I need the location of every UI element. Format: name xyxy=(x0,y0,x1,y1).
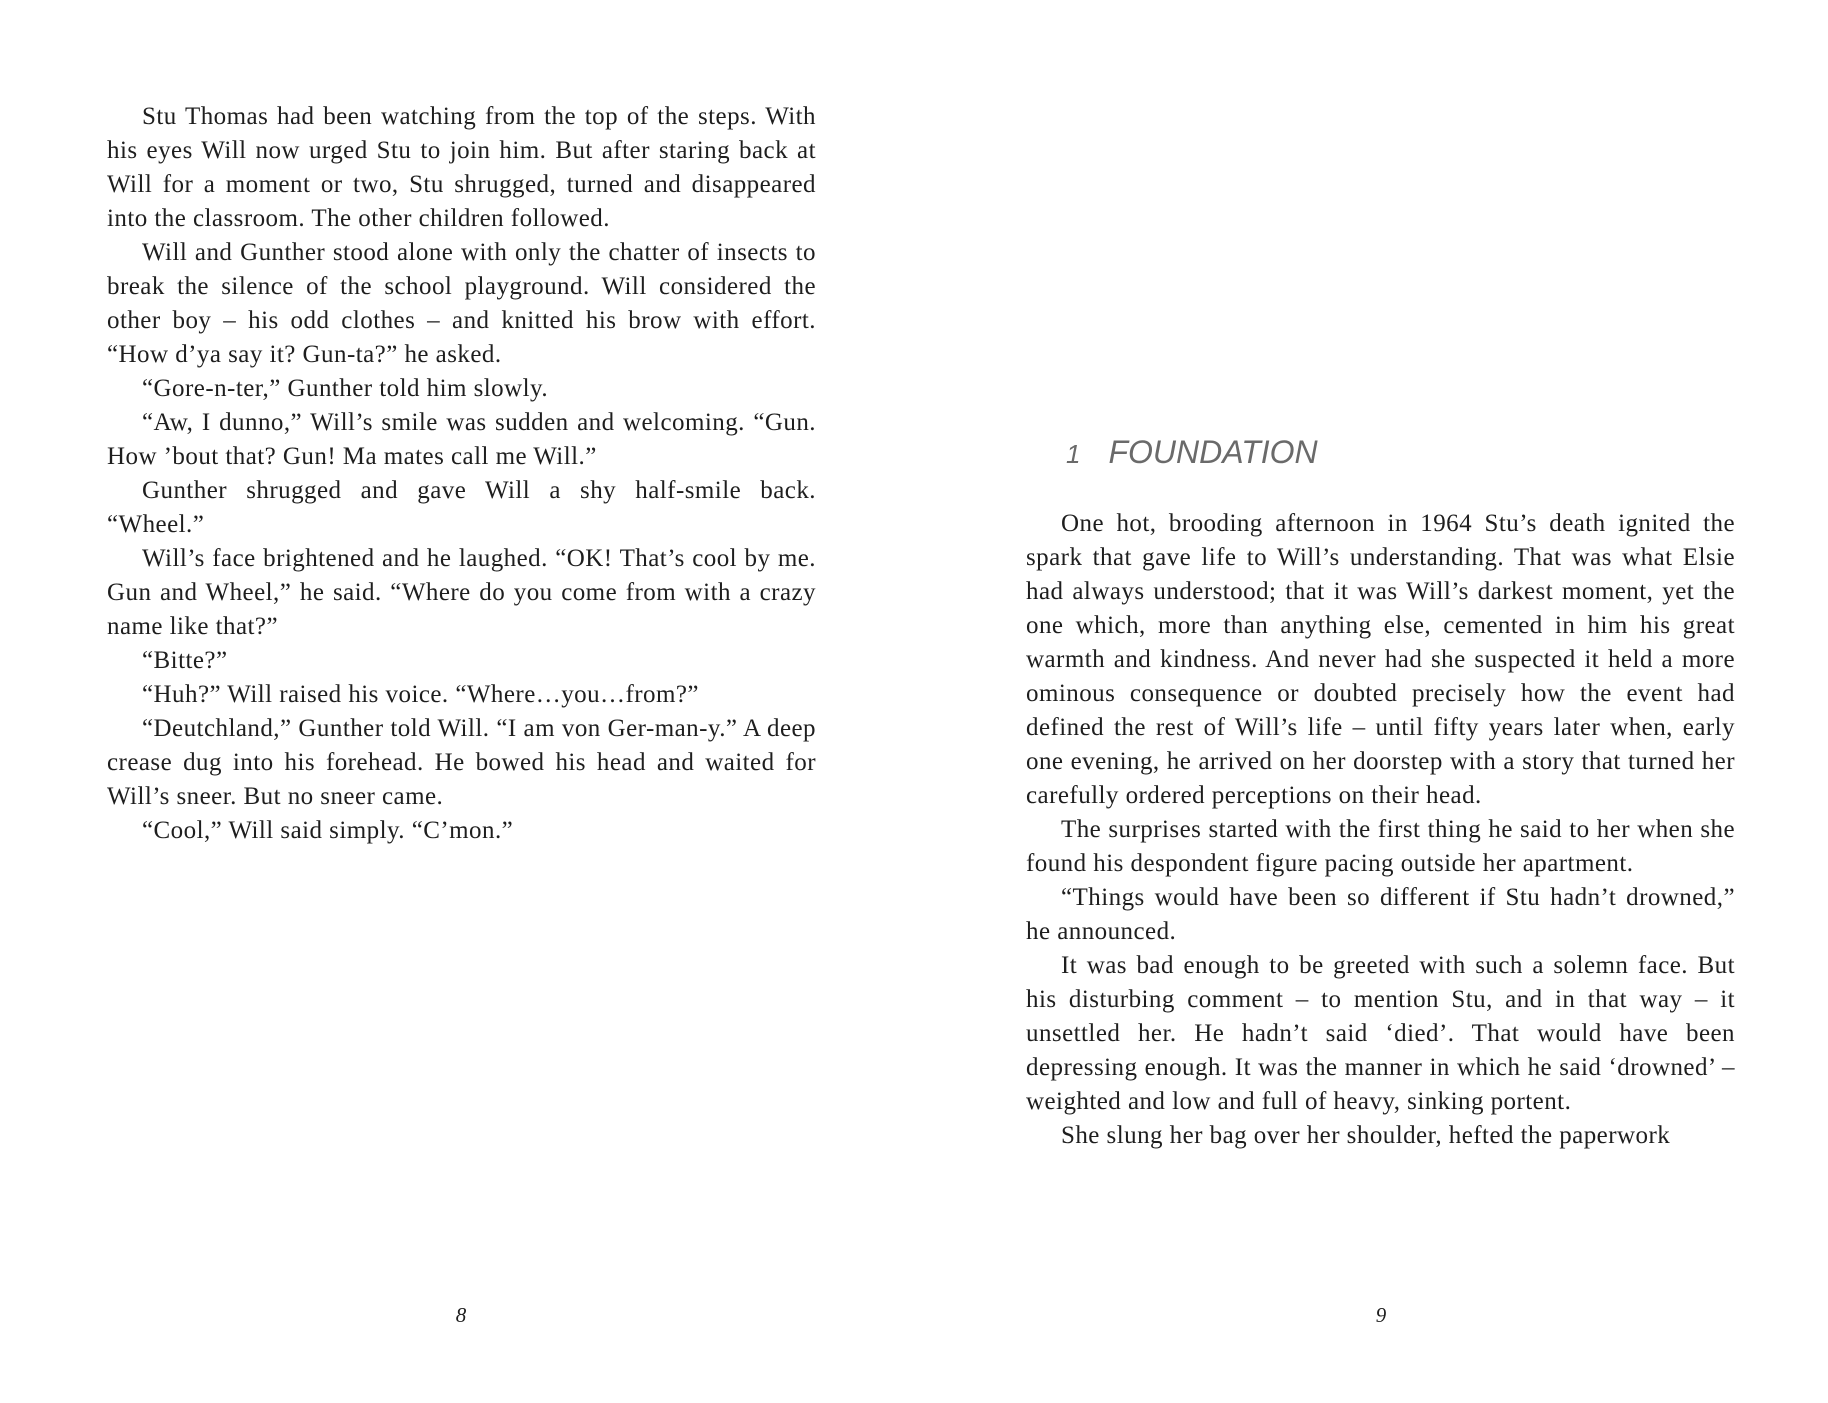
chapter-title: FOUNDATION xyxy=(1108,434,1318,470)
paragraph: She slung her bag over her shoulder, hefted the paperwork xyxy=(1061,1122,1671,1149)
paragraph: “Bitte?” xyxy=(142,647,228,674)
paragraph: “Aw, I dunno,” Will’s smile was sudden and welcoming. “Gun. How ’bout that? Gun! Ma mates call me Will.” xyxy=(107,409,816,470)
chapter-heading xyxy=(1066,432,1318,474)
paragraph: “Huh?” Will raised his voice. “Where…you…from?” xyxy=(142,681,699,708)
paragraph: “Things would have been so different if Stu hadn’t drowned,” he announced. xyxy=(1026,884,1735,945)
right-page xyxy=(914,0,1828,1403)
paragraph: It was bad enough to be greeted with such a solemn face. But his disturbing comment – to mention Stu, and in that way – it unsettled her. He hadn’t said ‘died’. That would have been depressing enough. It was the manner in which he said ‘drowned’ – weighted and low and full of heavy, sinking portent. xyxy=(1026,952,1735,1115)
paragraph: The surprises started with the first thing he said to her when she found his despondent figure pacing outside her apartment. xyxy=(1026,816,1735,877)
paragraph: “Gore-n-ter,” Gunther told him slowly. xyxy=(142,375,549,402)
paragraph: “Deutchland,” Gunther told Will. “I am von Ger-man-y.” A deep crease dug into his forehead. He bowed his head and waited for Will’s sneer. But no sneer came. xyxy=(107,715,816,810)
paragraph: Will and Gunther stood alone with only the chatter of insects to break the silence of the school playground. Will considered the other boy – his odd clothes – and knitted his brow with effort. “How d’ya say it? Gun-ta?” he asked. xyxy=(107,239,816,368)
right-page-body xyxy=(1026,507,1735,1153)
paragraph: One hot, brooding afternoon in 1964 Stu’s death ignited the spark that gave life to Will’s understanding. That was what Elsie had always understood; that it was Will’s darkest moment, yet the one which, more than anything else, cemented in him his great warmth and kindness. And never had she suspected it held a more ominous consequence or doubted precisely how the event had defined the rest of Will’s life – until fifty years later when, early one evening, he arrived on her doorstep with a story that turned her carefully ordered perceptions on their head. xyxy=(1026,510,1735,809)
paragraph: Gunther shrugged and gave Will a shy half-smile back. “Wheel.” xyxy=(107,477,816,538)
page-number-left: 8 xyxy=(455,1303,467,1327)
paragraph: Stu Thomas had been watching from the top of the steps. With his eyes Will now urged Stu to join him. But after staring back at Will for a moment or two, Stu shrugged, turned and disappeared into the classroom. The other children followed. xyxy=(107,103,816,232)
page-number-right: 9 xyxy=(1375,1303,1387,1327)
chapter-number: 1 xyxy=(1066,439,1081,469)
paragraph: Will’s face brightened and he laughed. “OK! That’s cool by me. Gun and Wheel,” he said. “Where do you come from with a crazy name like that?” xyxy=(107,545,816,640)
paragraph: “Cool,” Will said simply. “C’mon.” xyxy=(142,817,514,844)
left-page-body xyxy=(107,100,816,848)
